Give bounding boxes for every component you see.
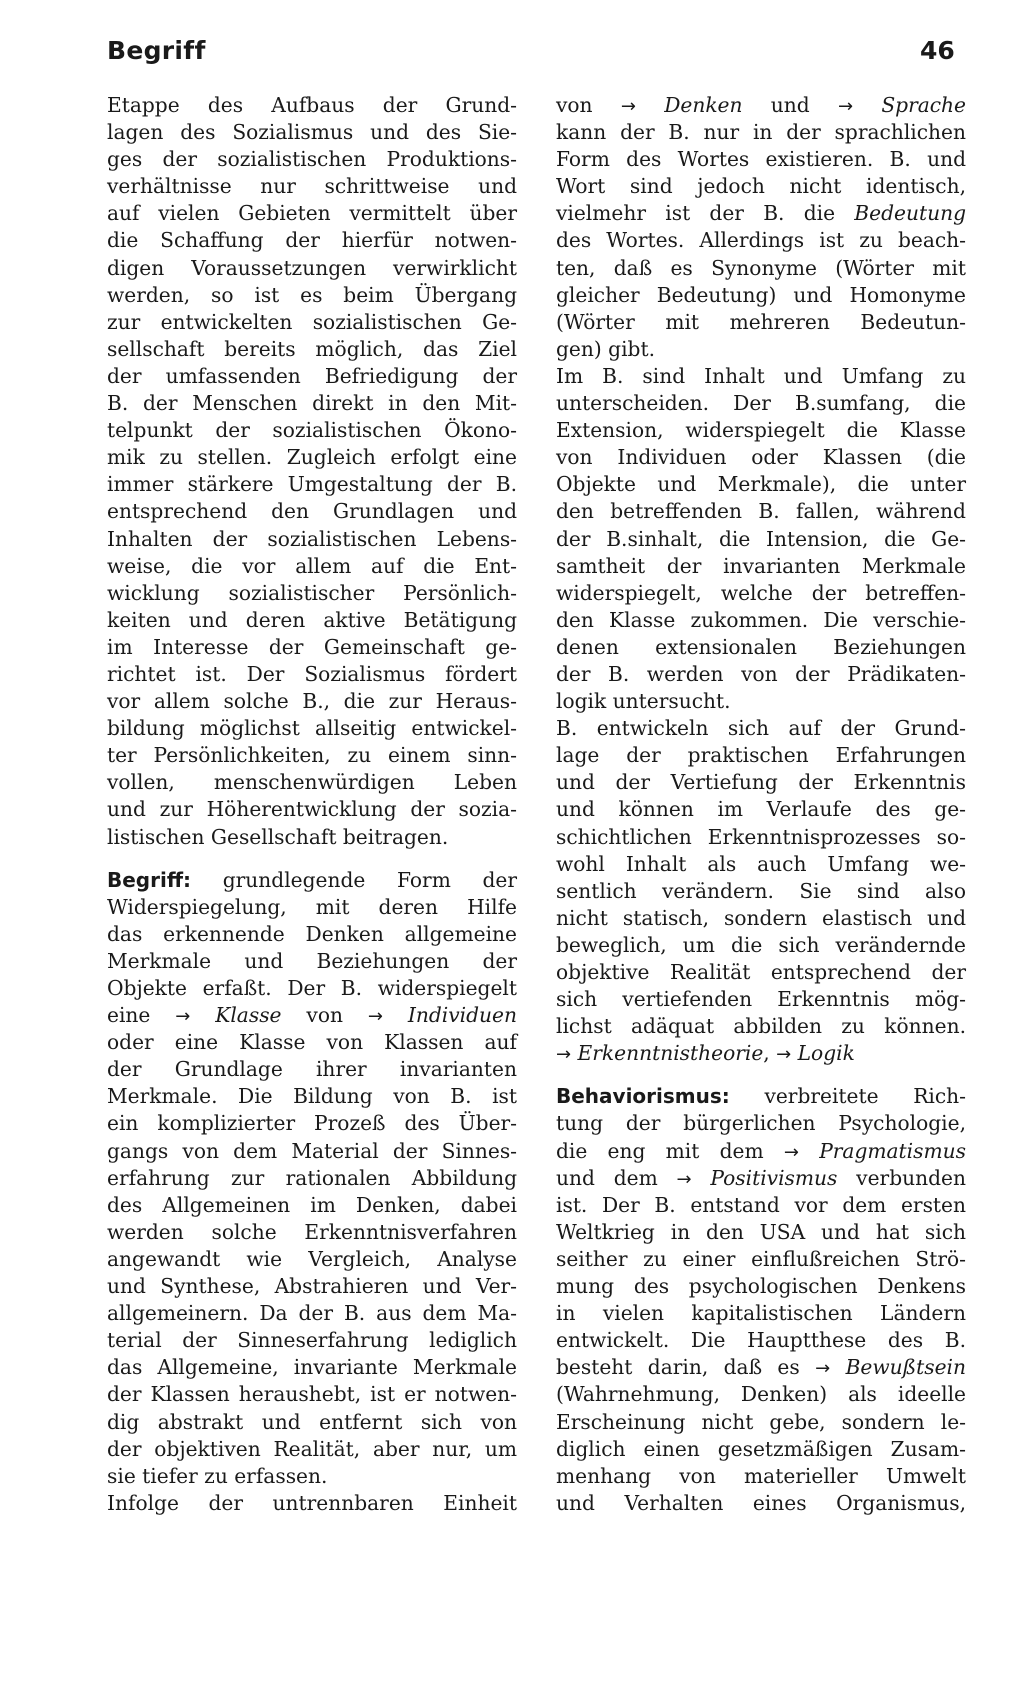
text-line: sich vertiefenden Erkenntnis mög- xyxy=(556,987,966,1012)
text-line: wohl Inhalt als auch Umfang we- xyxy=(556,851,966,876)
text-line: lage der praktischen Erfahrungen xyxy=(556,743,966,768)
text-line: kann der B. nur in der sprachlichen xyxy=(556,120,966,145)
text-line: gangs von dem Material der Sinnes- xyxy=(107,1138,517,1163)
entry-begriff xyxy=(107,867,517,1517)
text-line: das Allgemeine, invariante Merkmale xyxy=(107,1355,517,1380)
entry-first-line xyxy=(556,1083,966,1110)
text-line: Objekte und Merkmale), die unter xyxy=(556,472,966,497)
text-fragment: grundlegende Form der xyxy=(191,867,517,892)
text-line: seither zu einer einflußreichen Strö- xyxy=(556,1246,966,1271)
entry-begriff-continued xyxy=(556,92,966,1067)
text-fragment: eine xyxy=(107,1003,176,1028)
text-line: in vielen kapitalistischen Ländern xyxy=(556,1301,966,1326)
text-line xyxy=(556,200,966,227)
text-line: mik zu stellen. Zugleich erfolgt eine xyxy=(107,445,517,470)
cross-reference-link[interactable]: Pragmatismus xyxy=(819,1138,966,1163)
text-line: unterscheiden. Der B.sumfang, die xyxy=(556,391,966,416)
text-line: und Synthese, Abstrahieren und Ver- xyxy=(107,1274,517,1299)
text-line: widerspiegelt, welche der betreffen- xyxy=(556,580,966,605)
text-line: Wort sind jedoch nicht identisch, xyxy=(556,174,966,199)
entry-term: Begriff: xyxy=(107,867,192,892)
text-line xyxy=(556,1165,966,1192)
text-fragment: von xyxy=(556,93,621,117)
text-line xyxy=(556,92,966,119)
entry-term: Behaviorismus: xyxy=(556,1084,730,1109)
text-line: verhältnisse nur schrittweise und xyxy=(107,174,517,199)
text-line: wicklung sozialistischer Persönlich- xyxy=(107,580,517,605)
text-line: sentlich verändern. Sie sind also xyxy=(556,878,966,903)
text-line: und Verhalten eines Organismus, xyxy=(556,1490,966,1515)
text-line: beweglich, um die sich verändernde xyxy=(556,932,966,957)
text-line: schichtlichen Erkenntnisprozesses so- xyxy=(556,824,966,849)
cross-reference-link[interactable]: Denken xyxy=(664,93,743,117)
cross-reference-arrow-icon: → xyxy=(783,1141,799,1163)
text-line: zur entwickelten sozialistischen Ge- xyxy=(107,309,517,334)
cross-reference-link[interactable]: Klasse xyxy=(215,1003,282,1028)
text-line: (Wörter mit mehreren Bedeutun- xyxy=(556,309,966,334)
text-line: von Individuen oder Klassen (die xyxy=(556,445,966,470)
text-line xyxy=(556,1138,966,1165)
text-line: terial der Sinneserfahrung lediglich xyxy=(107,1328,517,1353)
text-line: mung des psychologischen Denkens xyxy=(556,1274,966,1299)
text-line: ist. Der B. entstand vor dem ersten xyxy=(556,1192,966,1217)
text-line: listischen Gesellschaft beitragen. xyxy=(107,824,449,849)
text-line: Form des Wortes existieren. B. und xyxy=(556,147,966,172)
text-line: denen extensionalen Beziehungen xyxy=(556,634,966,659)
text-line: samtheit der invarianten Merkmale xyxy=(556,553,966,578)
text-line: Etappe des Aufbaus der Grund- xyxy=(107,93,517,117)
entry-behaviorismus xyxy=(556,1083,966,1517)
text-line: ein komplizierter Prozeß des Über- xyxy=(107,1111,517,1136)
cross-reference-arrow-icon: → xyxy=(556,1044,572,1066)
paragraph-gap xyxy=(107,851,517,867)
text-line: im Interesse der Gemeinschaft ge- xyxy=(107,634,517,659)
text-line: der objektiven Realität, aber nur, um xyxy=(107,1436,517,1461)
text-line: erfahrung zur rationalen Abbildung xyxy=(107,1165,517,1190)
entry-first-line xyxy=(107,867,517,894)
text-line: Infolge der untrennbaren Einheit xyxy=(107,1490,517,1515)
text-line: angewandt wie Vergleich, Analyse xyxy=(107,1246,517,1271)
text-line: telpunkt der sozialistischen Ökono- xyxy=(107,418,517,443)
text-line: gen) gibt. xyxy=(556,336,655,361)
text-fragment: besteht darin, daß es xyxy=(556,1355,816,1380)
text-line: logik untersucht. xyxy=(556,689,731,714)
text-line: B. entwickeln sich auf der Grund- xyxy=(556,716,966,741)
text-line: lichst adäquat abbilden zu können. xyxy=(556,1014,966,1039)
text-line xyxy=(556,1354,966,1381)
cross-reference-arrow-icon: → xyxy=(776,1044,792,1066)
text-line: Merkmale. Die Bildung von B. ist xyxy=(107,1084,517,1109)
text-line: dig abstrakt und entfernt sich von xyxy=(107,1409,517,1434)
text-line: Inhalten der sozialistischen Lebens- xyxy=(107,526,517,551)
text-line: und zur Höherentwicklung der sozia- xyxy=(107,797,517,822)
cross-reference-arrow-icon: → xyxy=(620,96,636,117)
cross-reference-link[interactable]: Positivismus xyxy=(710,1165,838,1190)
continued-entry-text xyxy=(107,92,517,851)
text-line: keiten und deren aktive Betätigung xyxy=(107,607,517,632)
text-line: das erkennende Denken allgemeine xyxy=(107,921,517,946)
text-line: Erscheinung nicht gebe, sondern le- xyxy=(556,1409,966,1434)
text-line: Weltkrieg in den USA und hat sich xyxy=(556,1219,966,1244)
text-line xyxy=(107,1002,517,1029)
text-line: des Wortes. Allerdings ist zu beach- xyxy=(556,228,966,253)
cross-reference-link[interactable]: Logik xyxy=(797,1041,855,1066)
text-line: objektive Realität entsprechend der xyxy=(556,960,966,984)
cross-reference-arrow-icon: → xyxy=(837,96,854,117)
text-line: menhang von materieller Umwelt xyxy=(556,1463,966,1488)
text-line: den Klasse zukommen. Die verschie- xyxy=(556,607,966,632)
text-fragment: , xyxy=(763,1041,777,1066)
text-line: die Schaffung der hierfür notwen- xyxy=(107,228,517,253)
text-line: Merkmale und Beziehungen der xyxy=(107,948,517,973)
cross-reference-arrow-icon: → xyxy=(367,1006,383,1028)
text-line: weise, die vor allem auf die Ent- xyxy=(107,553,517,578)
text-line: werden solche Erkenntnisverfahren xyxy=(107,1219,517,1244)
text-line: den betreffenden B. fallen, während xyxy=(556,499,966,524)
text-line: der Grundlage ihrer invarianten xyxy=(107,1057,517,1082)
cross-reference-link[interactable]: Erkenntnistheorie xyxy=(577,1041,764,1066)
cross-reference-link[interactable]: Sprache xyxy=(881,93,967,117)
right-column xyxy=(556,92,966,1517)
text-line: digen Voraussetzungen verwirklicht xyxy=(107,255,517,280)
text-fragment: verbreitete Rich- xyxy=(729,1084,966,1109)
text-line: Extension, widerspiegelt die Klasse xyxy=(556,418,966,443)
page-number: 46 xyxy=(920,36,955,65)
text-line: ter Persönlichkeiten, zu einem sinn- xyxy=(107,743,517,768)
text-line: vor allem solche B., die zur Heraus- xyxy=(107,689,517,714)
text-line: der B. werden von der Prädikaten- xyxy=(556,661,966,686)
emphasized-term: Bedeutung xyxy=(854,201,966,226)
text-line: gleicher Bedeutung) und Homonyme xyxy=(556,282,966,307)
text-line: B. der Menschen direkt in den Mit- xyxy=(107,391,517,416)
text-line: allgemeinern. Da der B. aus dem Ma- xyxy=(107,1301,517,1326)
text-fragment: verbunden xyxy=(837,1165,966,1190)
text-line: ten, daß es Synonyme (Wörter mit xyxy=(556,255,966,280)
text-line: bildung möglichst allseitig entwickel- xyxy=(107,716,517,741)
running-header-title: Begriff xyxy=(107,36,206,65)
text-line: (Wahrnehmung, Denken) als ideelle xyxy=(556,1382,966,1407)
text-line: werden, so ist es beim Übergang xyxy=(107,282,517,307)
text-line: Widerspiegelung, mit deren Hilfe xyxy=(107,894,517,919)
text-line: und können im Verlaufe des ge- xyxy=(556,797,966,822)
text-line: vollen, menschenwürdigen Leben xyxy=(107,770,517,795)
text-line: sellschaft bereits möglich, das Ziel xyxy=(107,336,517,361)
left-column xyxy=(107,92,517,1517)
paragraph-gap xyxy=(556,1067,966,1083)
text-line: der B.sinhalt, die Intension, die Ge- xyxy=(556,526,966,551)
text-line: Objekte erfaßt. Der B. widerspiegelt xyxy=(107,976,517,1000)
text-line: oder eine Klasse von Klassen auf xyxy=(107,1030,517,1055)
text-fragment: die eng mit dem xyxy=(556,1138,784,1163)
text-line: sie tiefer zu erfassen. xyxy=(107,1463,328,1488)
cross-reference-arrow-icon: → xyxy=(676,1168,692,1190)
text-line: entsprechend den Grundlagen und xyxy=(107,499,517,524)
see-also-line xyxy=(556,1040,966,1067)
text-line: und der Vertiefung der Erkenntnis xyxy=(556,770,966,795)
cross-reference-arrow-icon: → xyxy=(175,1006,191,1028)
text-fragment: vielmehr ist der B. die xyxy=(556,201,855,226)
text-fragment: und dem xyxy=(556,1165,677,1190)
text-line: der Klassen heraushebt, ist er notwen- xyxy=(107,1382,517,1407)
cross-reference-arrow-icon: → xyxy=(815,1358,831,1380)
text-line: immer stärkere Umgestaltung der B. xyxy=(107,472,517,497)
text-line: richtet ist. Der Sozialismus fördert xyxy=(107,661,517,686)
text-line: lagen des Sozialismus und des Sie- xyxy=(107,120,517,145)
text-fragment: von xyxy=(281,1003,368,1028)
text-line: ges der sozialistischen Produktions- xyxy=(107,147,517,172)
text-line: tung der bürgerlichen Psychologie, xyxy=(556,1111,966,1136)
text-line: Im B. sind Inhalt und Umfang zu xyxy=(556,363,966,388)
text-line: entwickelt. Die Hauptthese des B. xyxy=(556,1328,966,1353)
text-line: nicht statisch, sondern elastisch und xyxy=(556,905,966,930)
text-line: diglich einen gesetzmäßigen Zusam- xyxy=(556,1436,966,1461)
cross-reference-link[interactable]: Individuen xyxy=(407,1003,517,1028)
cross-reference-link[interactable]: Bewußtsein xyxy=(845,1355,966,1380)
text-line: auf vielen Gebieten vermittelt über xyxy=(107,201,517,226)
text-line: der umfassenden Befriedigung der xyxy=(107,363,517,388)
text-fragment: und xyxy=(742,93,838,117)
text-line: des Allgemeinen im Denken, dabei xyxy=(107,1192,517,1217)
